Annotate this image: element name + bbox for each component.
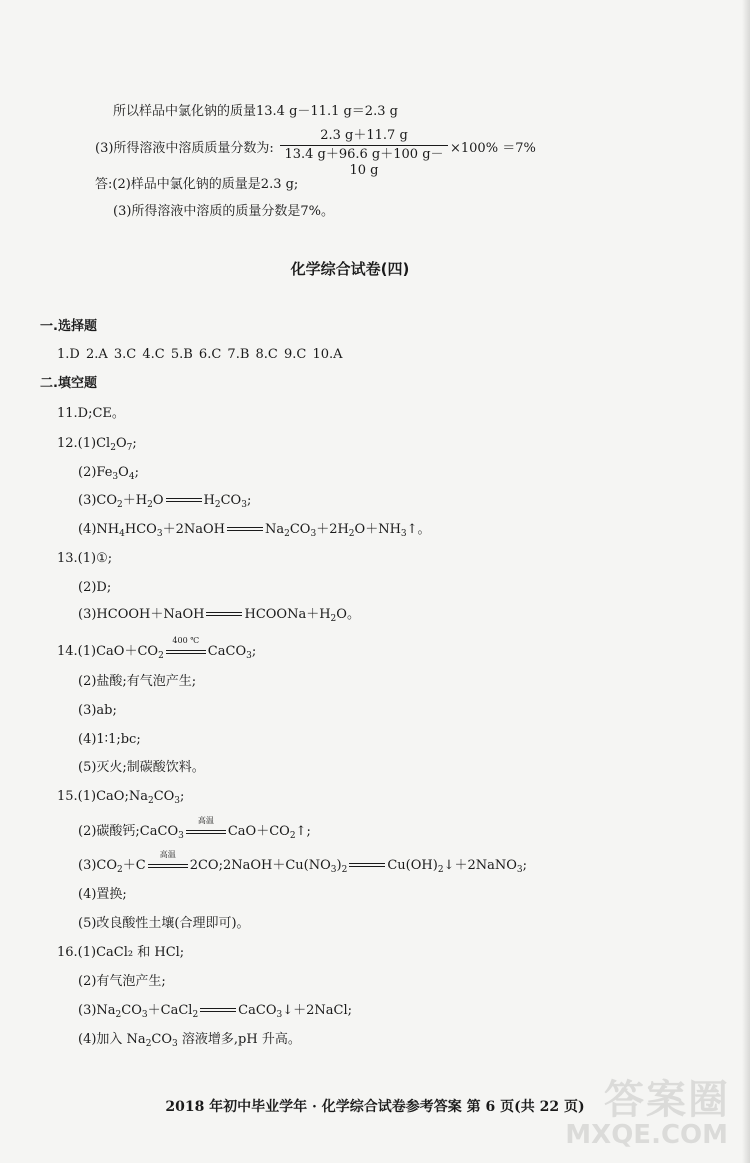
- q14-5: (5)灭火;制碳酸饮料。: [78, 760, 205, 775]
- q16-4: (4)加入 $Na_2CO_3$ 溶液增多,pH 升高。: [78, 1032, 301, 1049]
- q14-1: $14.(1)CaO+CO_2$ 400 ℃ CaCO$_3$;: [57, 635, 257, 661]
- exam-title: 化学综合试卷(四): [290, 260, 410, 278]
- q14-4: (4)1∶1;bc;: [78, 732, 141, 747]
- q14-3: (3)ab;: [78, 703, 117, 718]
- q15-5: (5)改良酸性土壤(合理即可)。: [78, 916, 250, 931]
- section-2-heading: 二.填空题: [40, 376, 97, 391]
- top-line-1: 所以样品中氯化钠的质量13.4 g－11.1 g＝2.3 g: [113, 104, 398, 119]
- top-line-2-suffix: ×100% ＝7%: [450, 141, 536, 156]
- choice-answers: 1.D 2.A 3.C 4.C 5.B 6.C 7.B 8.C 9.C 10.A: [57, 347, 343, 362]
- q15-1: $15.(1)CaO;Na_2CO_3$;: [57, 789, 185, 806]
- q15-4: (4)置换;: [78, 887, 127, 902]
- equals-sign: [198, 1006, 238, 1016]
- fraction: [280, 128, 448, 179]
- equals-sign: [225, 525, 265, 535]
- q13-3: (3)HCOOH＋NaOH $HCOONa+H_2O$。: [78, 607, 360, 624]
- q15-3: $(3)CO_2+C$ 高温 $2CO;2NaOH+Cu(NO_3)_2$ $Cu(OH)_2↓+2NaNO_3$;: [78, 849, 527, 875]
- condition-equals: 400 ℃: [164, 646, 208, 658]
- q12-1: $12.(1)Cl_2O_7$;: [57, 436, 137, 453]
- fraction-numerator: 2.3 g＋11.7 g: [280, 128, 448, 146]
- equals-sign: [204, 610, 244, 620]
- watermark-url: MXQE.COM: [565, 1120, 728, 1150]
- q16-2: (2)有气泡产生;: [78, 974, 166, 989]
- top-line-3: 答:(2)样品中氯化钠的质量是2.3 g;: [95, 177, 299, 192]
- condition-equals: 高温: [184, 826, 228, 838]
- top-line-2-prefix: (3)所得溶液中溶质质量分数为:: [95, 141, 274, 156]
- watermark-text: 答案圈: [604, 1077, 730, 1123]
- watermark-logo: [565, 1068, 736, 1158]
- section-1-heading: 一.选择题: [40, 319, 97, 334]
- q15-2: (2)碳酸钙;CaCO$_3$ 高温 $CaO+CO_2↑$;: [78, 815, 311, 841]
- condition-equals: 高温: [146, 860, 190, 872]
- q11: 11.D;CE。: [57, 406, 125, 421]
- equals-sign: [164, 496, 204, 506]
- q12-2: $(2)Fe_3O_4$;: [78, 465, 139, 482]
- top-line-4: (3)所得溶液中溶质的质量分数是7%。: [113, 204, 335, 219]
- q13-2: (2)D;: [78, 580, 112, 595]
- q12-4: $(4)NH_4HCO_3+2NaOH$ $Na_2CO_3+2H_2O+NH_3↑$。: [78, 522, 431, 539]
- q16-1: 16.(1)CaCl₂ 和 HCl;: [57, 945, 185, 960]
- q12-3: $(3)CO_2+H_2O$ $H_2CO_3$;: [78, 493, 252, 510]
- q16-3: $(3)Na_2CO_3+CaCl_2$ CaCO$_3$↓＋2NaCl;: [78, 1003, 352, 1020]
- fraction-denominator: 13.4 g＋96.6 g＋100 g－10 g: [284, 147, 444, 178]
- q14-2: (2)盐酸;有气泡产生;: [78, 674, 197, 689]
- q13-1: 13.(1)①;: [57, 551, 113, 566]
- page-edge-shadow: [742, 0, 750, 1163]
- page-footer: 2018 年初中毕业学年 · 化学综合试卷参考答案 第 6 页(共 22 页): [165, 1099, 585, 1115]
- equals-sign: [347, 861, 387, 871]
